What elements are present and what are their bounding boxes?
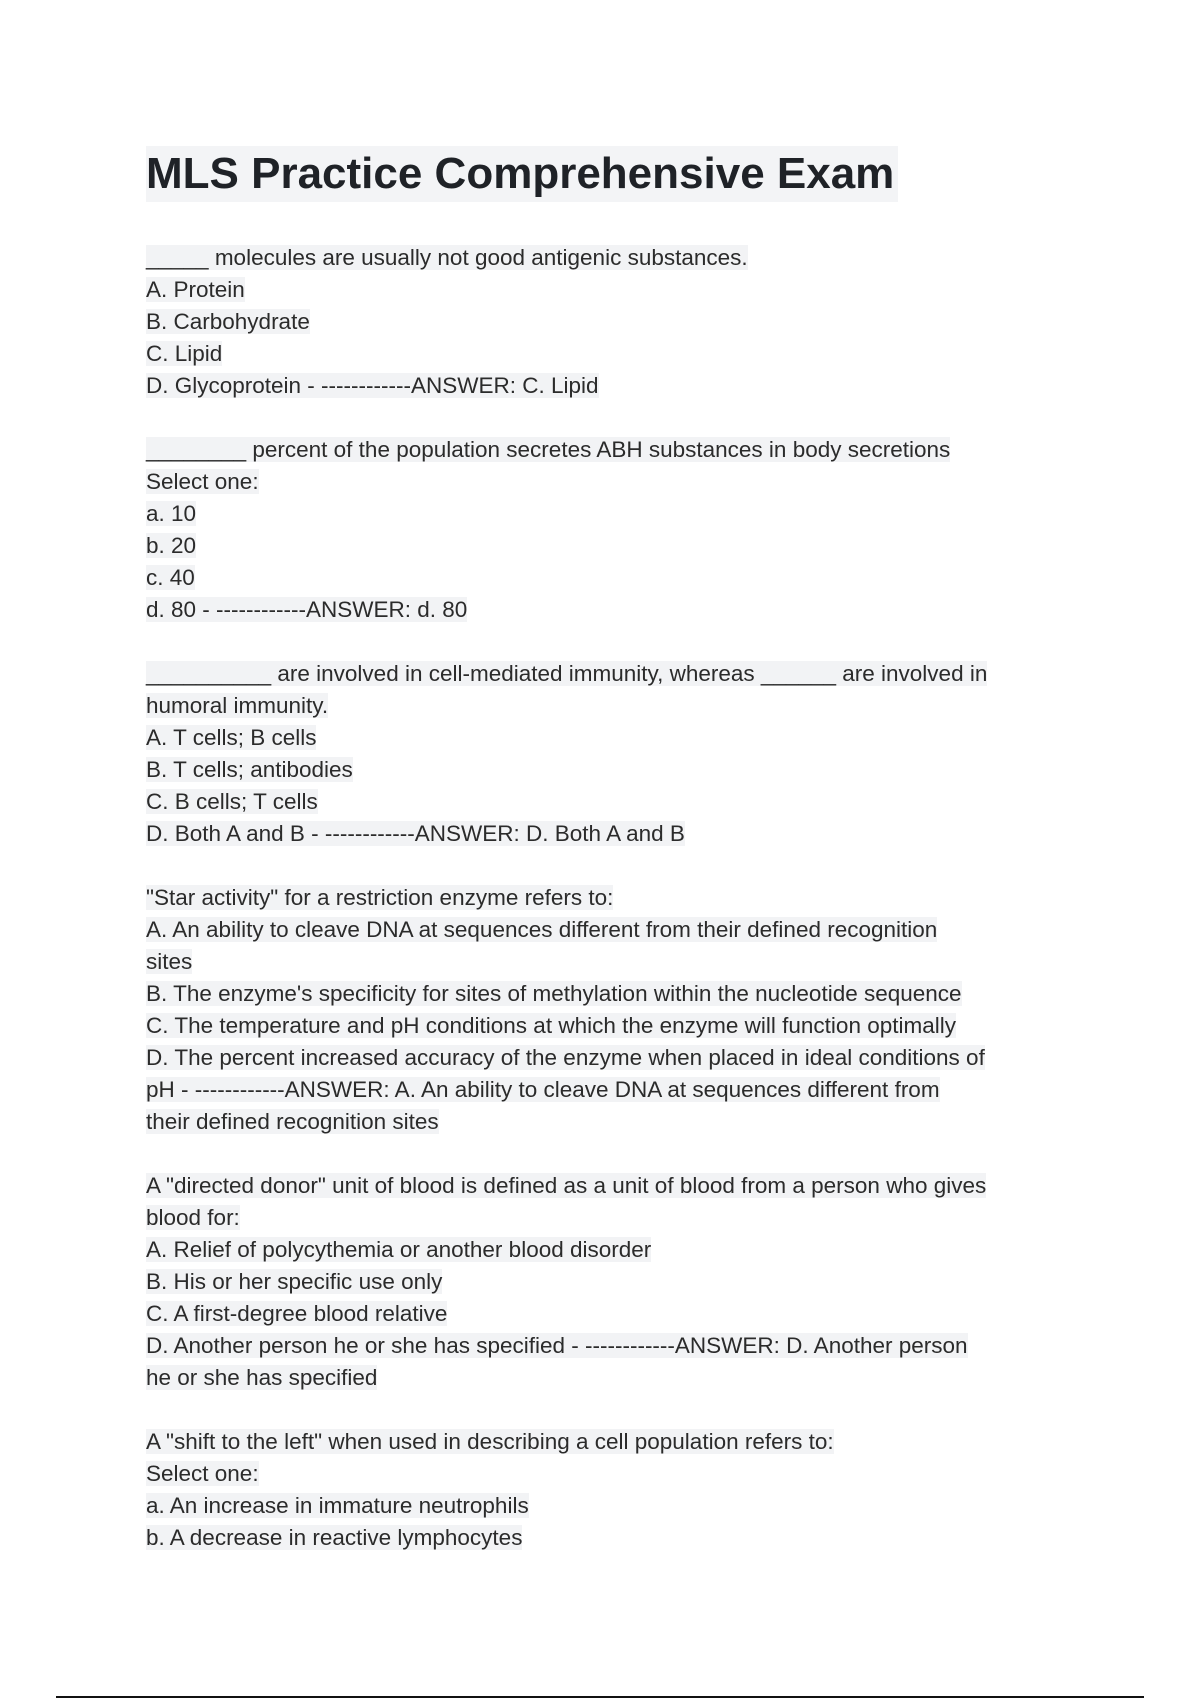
question-stem xyxy=(146,1202,1066,1234)
question-4 xyxy=(146,882,1066,1138)
question-stem xyxy=(146,434,1066,466)
stem-line: _____ molecules are usually not good antigenic substances. xyxy=(146,245,748,270)
option-text: B. Carbohydrate xyxy=(146,309,310,334)
question-1 xyxy=(146,242,1066,402)
option-text: C. Lipid xyxy=(146,341,223,366)
answer-key xyxy=(146,1362,1066,1394)
answer-option xyxy=(146,306,1066,338)
answer-key xyxy=(146,370,1066,402)
answer-key xyxy=(146,1330,1066,1362)
answer-option xyxy=(146,530,1066,562)
question-list xyxy=(146,242,1066,1586)
option-text: C. The temperature and pH conditions at which the enzyme will function optimally xyxy=(146,1013,956,1038)
option-text: D. The percent increased accuracy of the enzyme when placed in ideal conditions of xyxy=(146,1045,985,1070)
answer-key xyxy=(146,1074,1066,1106)
option-text: sites xyxy=(146,949,193,974)
answer-option xyxy=(146,786,1066,818)
stem-line: blood for: xyxy=(146,1205,240,1230)
answer-option xyxy=(146,498,1066,530)
question-2 xyxy=(146,434,1066,626)
answer-option xyxy=(146,562,1066,594)
stem-line: Select one: xyxy=(146,469,259,494)
question-6 xyxy=(146,1426,1066,1554)
page-bottom-rule xyxy=(56,1696,1144,1698)
answer-option xyxy=(146,1522,1066,1554)
question-3 xyxy=(146,658,1066,850)
option-text: B. His or her specific use only xyxy=(146,1269,443,1294)
answer-text: D. Glycoprotein - ------------ANSWER: C. Lipid xyxy=(146,373,599,398)
option-text: A. T cells; B cells xyxy=(146,725,317,750)
answer-option xyxy=(146,1234,1066,1266)
question-stem xyxy=(146,242,1066,274)
answer-text: D. Both A and B - ------------ANSWER: D. Both A and B xyxy=(146,821,685,846)
option-text: a. 10 xyxy=(146,501,197,526)
option-text: b. A decrease in reactive lymphocytes xyxy=(146,1525,523,1550)
question-5 xyxy=(146,1170,1066,1394)
answer-text: he or she has specified xyxy=(146,1365,378,1390)
answer-key xyxy=(146,594,1066,626)
option-text: A. Relief of polycythemia or another blood disorder xyxy=(146,1237,652,1262)
answer-option xyxy=(146,1042,1066,1074)
answer-option xyxy=(146,1010,1066,1042)
option-text: C. B cells; T cells xyxy=(146,789,318,814)
option-text: b. 20 xyxy=(146,533,197,558)
question-stem xyxy=(146,1426,1066,1458)
answer-option xyxy=(146,914,1066,946)
answer-option xyxy=(146,722,1066,754)
answer-option xyxy=(146,338,1066,370)
document-title: MLS Practice Comprehensive Exam xyxy=(146,146,898,202)
option-text: c. 40 xyxy=(146,565,195,590)
stem-line: Select one: xyxy=(146,1461,259,1486)
option-text: A. Protein xyxy=(146,277,245,302)
stem-line: ________ percent of the population secretes ABH substances in body secretions xyxy=(146,437,951,462)
answer-option xyxy=(146,1298,1066,1330)
question-stem xyxy=(146,882,1066,914)
answer-text: D. Another person he or she has specified - ------------ANSWER: D. Another person xyxy=(146,1333,968,1358)
answer-text: their defined recognition sites xyxy=(146,1109,439,1134)
stem-line: "Star activity" for a restriction enzyme refers to: xyxy=(146,885,614,910)
stem-line: A "shift to the left" when used in describing a cell population refers to: xyxy=(146,1429,834,1454)
option-text: B. T cells; antibodies xyxy=(146,757,353,782)
question-stem xyxy=(146,690,1066,722)
option-text: a. An increase in immature neutrophils xyxy=(146,1493,529,1518)
answer-text: pH - ------------ANSWER: A. An ability to cleave DNA at sequences different from xyxy=(146,1077,940,1102)
question-stem xyxy=(146,1458,1066,1490)
option-text: A. An ability to cleave DNA at sequences different from their defined recognition xyxy=(146,917,938,942)
answer-text: d. 80 - ------------ANSWER: d. 80 xyxy=(146,597,468,622)
answer-option xyxy=(146,1266,1066,1298)
answer-option xyxy=(146,754,1066,786)
option-text: B. The enzyme's specificity for sites of methylation within the nucleotide sequence xyxy=(146,981,962,1006)
stem-line: A "directed donor" unit of blood is defined as a unit of blood from a person who gives xyxy=(146,1173,987,1198)
answer-option xyxy=(146,1490,1066,1522)
stem-line: humoral immunity. xyxy=(146,693,329,718)
option-text: C. A first-degree blood relative xyxy=(146,1301,448,1326)
question-stem xyxy=(146,1170,1066,1202)
stem-line: __________ are involved in cell-mediated immunity, whereas ______ are involved in xyxy=(146,661,988,686)
answer-option xyxy=(146,946,1066,978)
question-stem xyxy=(146,466,1066,498)
answer-key xyxy=(146,818,1066,850)
answer-option xyxy=(146,274,1066,306)
answer-option xyxy=(146,978,1066,1010)
question-stem xyxy=(146,658,1066,690)
answer-key xyxy=(146,1106,1066,1138)
